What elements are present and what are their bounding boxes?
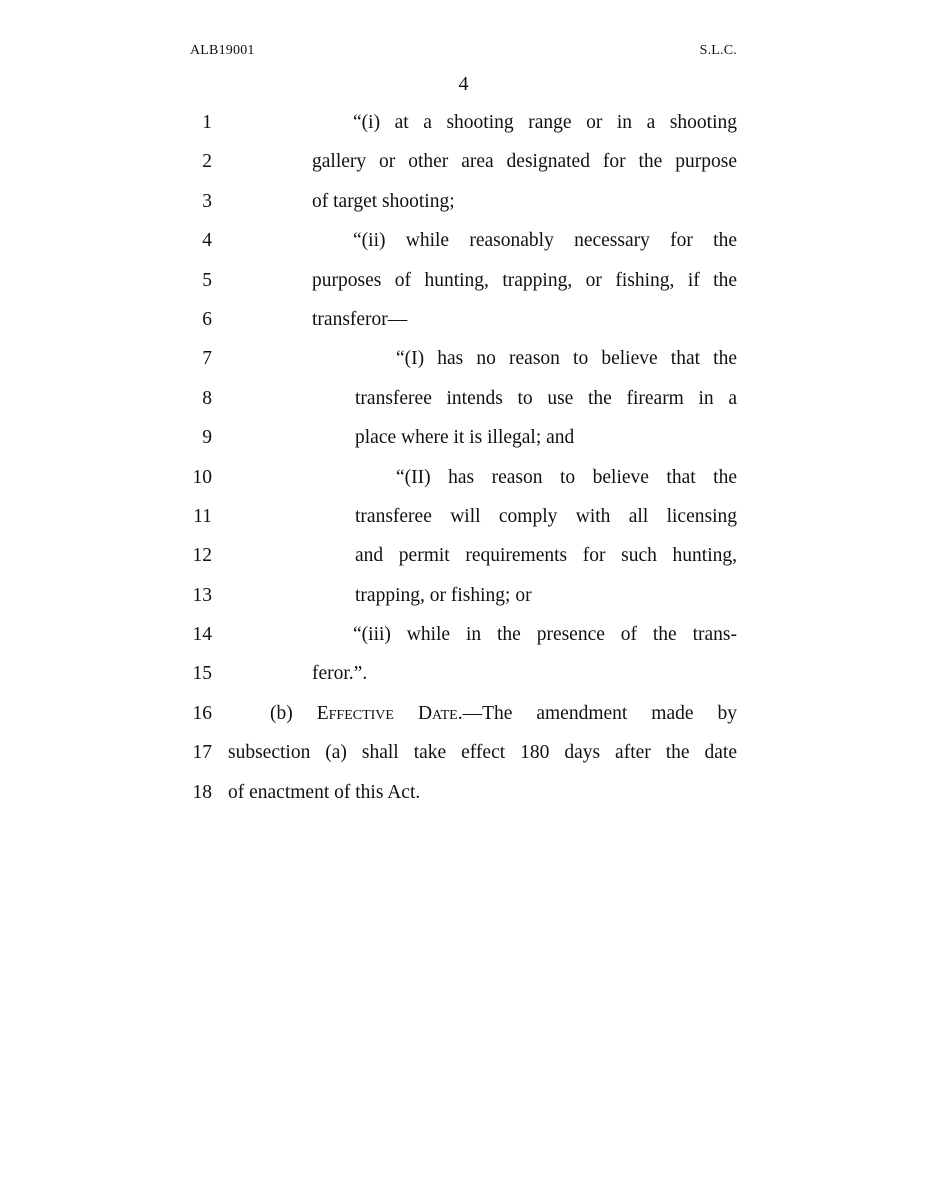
document-id: ALB19001 (190, 43, 255, 58)
text-line (0, 424, 927, 463)
text-line (0, 385, 927, 424)
line-text: trapping, or fishing; or (355, 584, 532, 606)
line-text: gallery or other area designated for the purpose (312, 151, 737, 173)
text-line (0, 267, 927, 306)
line-text: “(i) at a shooting range or in a shooting (353, 112, 737, 133)
line-text: place where it is illegal; and (355, 427, 575, 449)
line-text (270, 700, 737, 728)
line-number: 13 (192, 584, 212, 606)
line-number: 18 (192, 781, 212, 803)
line-number: 3 (202, 190, 212, 212)
line-number: 1 (202, 112, 212, 133)
line-text: transferee will comply with all licensing (355, 505, 737, 527)
line-number: 7 (202, 348, 212, 370)
line-text: subsection (a) shall take effect 180 days after the date (228, 742, 737, 764)
effective-date-heading: Effective Date (316, 702, 458, 724)
line-number: 6 (202, 308, 212, 330)
subsection-text: .—The amendment made by (457, 702, 737, 724)
text-line (0, 148, 927, 187)
line-text: transferor— (312, 308, 408, 330)
bill-text (0, 109, 927, 818)
line-text: “(II) has reason to believe that the (396, 466, 737, 488)
text-line (0, 542, 927, 581)
line-number: 17 (192, 742, 212, 764)
line-number: 9 (202, 427, 212, 449)
line-text: of target shooting; (312, 190, 455, 212)
line-text: “(I) has no reason to believe that the (396, 348, 737, 370)
office-code: S.L.C. (699, 43, 737, 58)
line-number: 16 (192, 702, 212, 724)
subsection-label: (b) (270, 702, 317, 724)
line-text: transferee intends to use the firearm in a (355, 387, 737, 409)
text-line (0, 188, 927, 227)
line-number: 11 (193, 505, 212, 527)
text-line (0, 621, 927, 660)
line-text: “(iii) while in the presence of the trans- (353, 624, 737, 646)
line-text: and permit requirements for such hunting, (355, 545, 737, 567)
text-line (0, 227, 927, 266)
text-line (0, 779, 927, 818)
line-text: “(ii) while reasonably necessary for the (353, 230, 737, 252)
line-text: feror.”. (312, 663, 368, 685)
text-line (0, 660, 927, 699)
line-number: 4 (202, 230, 212, 252)
line-number: 15 (192, 663, 212, 685)
line-number: 8 (202, 387, 212, 409)
text-line (0, 503, 927, 542)
line-number: 14 (192, 624, 212, 646)
line-number: 12 (192, 545, 212, 567)
text-line (0, 345, 927, 384)
line-text: purposes of hunting, trapping, or fishing, if the (312, 269, 737, 291)
text-line (0, 109, 927, 148)
text-line (0, 739, 927, 778)
text-line (0, 464, 927, 503)
line-number: 10 (192, 466, 212, 488)
text-line (0, 700, 927, 739)
line-number: 2 (202, 151, 212, 173)
text-line (0, 306, 927, 345)
text-line (0, 582, 927, 621)
line-text: of enactment of this Act. (228, 781, 421, 803)
page-number: 4 (458, 73, 469, 95)
line-number: 5 (202, 269, 212, 291)
